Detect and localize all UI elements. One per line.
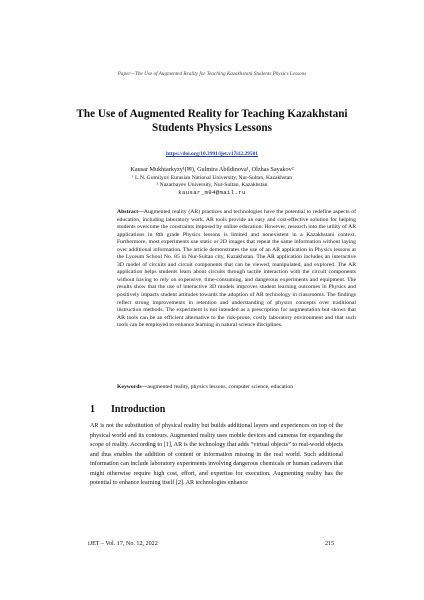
author-email <box>0 189 424 197</box>
introduction-text: AR is not the substitution of physical reality but builds additional layers and experiences on top of the physical world and its contours. Augmented reality uses mobile devices and cameras for expanding the scope of reality. According to [1], AR is the technology that adds “virtual objects” to real-world objects and thus enables the addition of content or information missing in the real world. Such additional information can include laboratory experiments involving dangerous chemicals or human cadavers that might otherwise require high cost, effort, and expertise for execution. Augmenting reality has the potential to enhance learning itself [2]. AR technologies enhance <box>90 423 343 487</box>
abstract <box>117 209 356 330</box>
keywords-label: Keywords— <box>117 384 148 390</box>
paper-title: The Use of Augmented Reality for Teaching Kazakhstani Students Physics Lessons <box>76 108 348 134</box>
abstract-label: Abstract— <box>117 209 144 215</box>
section-heading <box>90 404 165 415</box>
email-text[interactable]: kausar_m94@mail.ru <box>178 189 246 196</box>
section-title: Introduction <box>111 404 166 415</box>
affiliation-2: ² Nazarbayev University, Nur-Sultan, Kazakhstan <box>156 182 268 188</box>
doi-link[interactable]: https://doi.org/10.3991/ijet.v17i12.29501 <box>166 151 258 157</box>
section-number: 1 <box>90 404 95 415</box>
abstract-text: Augmented reality (AR) practices and technologies have the potential to redefine aspects of education, including laboratory work. AR tools provide an easy and cost-effective solution for helping students overcome the constraints imposed by online education. However, research into the utility of AR applications in 8th grade Physics lessons is limited and nonexistent in a Kazakhstani context. Furthermore, most experiments use static or 2D images that repeat the same information without laying over additional information. The article demonstrates the use of an AR application in Physics lessons at the Lyceum School No. 85 in Nur-Sultan city, Kazakhstan. The AR application includes an interactive 3D model of circuits and circuit components that can be viewed, manipulated, and explored. The AR application helps students learn about circuits through tactile interaction with the circuit components without having to rely on expensive, time-consuming, and dangerous experiments and equipment. The results show that the use of interactive 3D models improves student learning outcomes in Physics and positively impacts student attitudes towards the adoption of AR technology in classrooms. The findings reflect strong improvements in retention and understanding of physics concepts over traditional instruction methods. The experiment is not intended as a prescription for augmentation but shows that AR tools can be an efficient alternative to the risk-prone, costly laboratory environment and that such tools can be employed to enhance learning in natural science disciplines. <box>117 209 356 329</box>
footer-journal: iJET ‒ Vol. 17, No. 12, 2022 <box>88 541 158 547</box>
keywords <box>117 384 356 390</box>
keywords-text: augmented reality, physics lessons, computer science, education <box>147 384 294 390</box>
page-number: 215 <box>325 541 335 547</box>
affiliation-1: ¹ L.N. Gumilyov Eurasian National University, Nur-Sultan, Kazakhstan <box>131 175 293 181</box>
running-head: Paper—The Use of Augmented Reality for Teaching Kazakhstani Students Physics Lessons <box>117 71 307 77</box>
author-list: Kausar Mukhtarkyzy¹(✉), Gulmira Abildinova¹, Olzhas Sayakov² <box>130 166 294 173</box>
